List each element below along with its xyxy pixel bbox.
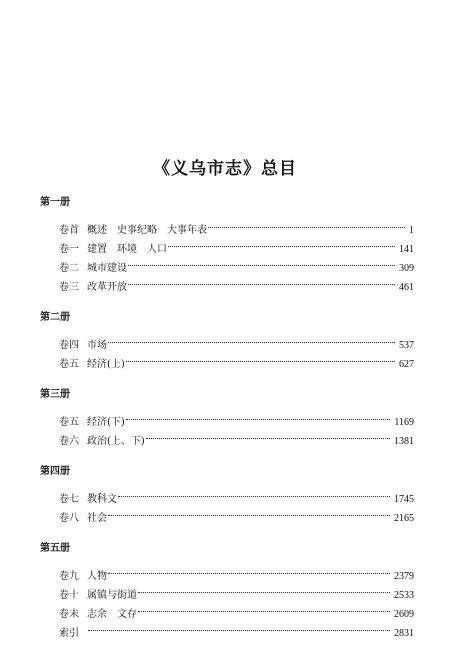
- toc-entry-page: 1: [409, 225, 414, 236]
- dot-leader: [138, 579, 392, 598]
- toc-entry[interactable]: [40, 252, 414, 274]
- toc-entry[interactable]: [40, 271, 414, 293]
- dot-leader: [126, 406, 393, 425]
- toc-entry[interactable]: [40, 617, 414, 639]
- toc-entry-title: 城市建设: [87, 263, 127, 274]
- toc-entry-title: 属镇与街道: [87, 590, 137, 601]
- toc-entry-page: 2609: [394, 609, 414, 620]
- dot-leader: [128, 252, 397, 271]
- toc-entry-juan: 卷二: [59, 263, 79, 274]
- toc-entry-juan: 卷五: [59, 359, 79, 370]
- toc-entry-juan: 卷四: [59, 340, 79, 351]
- toc-entry-juan: 卷九: [59, 571, 79, 582]
- toc-entry[interactable]: [40, 598, 414, 620]
- toc-entry-page: 461: [399, 282, 414, 293]
- volume-section: [40, 542, 414, 639]
- toc-entry[interactable]: [40, 579, 414, 601]
- toc-entry[interactable]: [40, 502, 414, 524]
- toc-entry-title: 社会: [87, 513, 107, 524]
- dot-leader: [118, 483, 392, 502]
- dot-leader: [108, 502, 392, 521]
- toc-entry[interactable]: [40, 425, 414, 447]
- toc-entry-page: 141: [399, 244, 414, 255]
- toc-entry-page: 2831: [394, 628, 414, 639]
- dot-leader: [208, 214, 407, 233]
- toc-entry-juan: 卷一: [59, 244, 79, 255]
- toc-entry-title: 人物: [87, 571, 107, 582]
- toc-entry-juan: 卷末: [59, 609, 79, 620]
- volume-section: [40, 388, 414, 447]
- toc-entry-title: 政治(上、下): [87, 436, 145, 447]
- volume-section: [40, 465, 414, 524]
- toc-entry-page: 1169: [394, 417, 414, 428]
- toc-entry-page: 2165: [394, 513, 414, 524]
- toc-entry-title: 市场: [87, 340, 107, 351]
- volume-heading: 第三册: [40, 389, 70, 400]
- page-title: 《义乌市志》总目: [153, 159, 297, 179]
- toc-entry-title: 概述 史事纪略 大事年表: [87, 225, 207, 236]
- toc-entry-juan: 卷八: [59, 513, 79, 524]
- toc-entry[interactable]: [40, 329, 414, 351]
- volume-heading: 第四册: [40, 466, 70, 477]
- toc-entry-juan: 卷六: [59, 436, 79, 447]
- toc-entry-juan: 卷十: [59, 590, 79, 601]
- dot-leader: [108, 560, 392, 579]
- toc-entry-page: 627: [399, 359, 414, 370]
- dot-leader: [146, 425, 392, 444]
- toc-entry-juan: 卷首: [59, 225, 79, 236]
- dot-leader: [168, 233, 397, 252]
- toc-entry[interactable]: [40, 214, 414, 236]
- table-of-contents: [40, 196, 414, 639]
- toc-entry[interactable]: [40, 233, 414, 255]
- volume-heading: 第二册: [40, 312, 70, 323]
- toc-entry[interactable]: [40, 348, 414, 370]
- toc-entry-page: 2379: [394, 571, 414, 582]
- toc-entry-title: 志余 文存: [87, 609, 137, 620]
- toc-entry-juan: 卷三: [59, 282, 79, 293]
- toc-entry[interactable]: [40, 483, 414, 505]
- toc-entry-title: 经济(下): [87, 417, 125, 428]
- toc-entry-page: 1381: [394, 436, 414, 447]
- toc-entry-title: 建置 环境 人口: [87, 244, 167, 255]
- volume-section: [40, 311, 414, 370]
- toc-entry[interactable]: [40, 560, 414, 582]
- toc-entry-page: 2533: [394, 590, 414, 601]
- toc-entry-page: 309: [399, 263, 414, 274]
- dot-leader: [128, 271, 397, 290]
- dot-leader: [108, 329, 397, 348]
- toc-entry-title: 教科文: [87, 494, 117, 505]
- dot-leader: [88, 617, 392, 636]
- toc-entry-title: 改革开放: [87, 282, 127, 293]
- toc-entry-page: 1745: [394, 494, 414, 505]
- toc-entry-juan: 卷七: [59, 494, 79, 505]
- volume-heading: 第五册: [40, 543, 70, 554]
- toc-entry-title: 经济(上): [87, 359, 125, 370]
- toc-entry-page: 537: [399, 340, 414, 351]
- toc-entry-juan: 卷五: [59, 417, 79, 428]
- volume-section: [40, 196, 414, 293]
- toc-entry[interactable]: [40, 406, 414, 428]
- toc-entry-juan: 索引: [59, 628, 79, 639]
- dot-leader: [126, 348, 397, 367]
- dot-leader: [138, 598, 392, 617]
- volume-heading: 第一册: [40, 197, 70, 208]
